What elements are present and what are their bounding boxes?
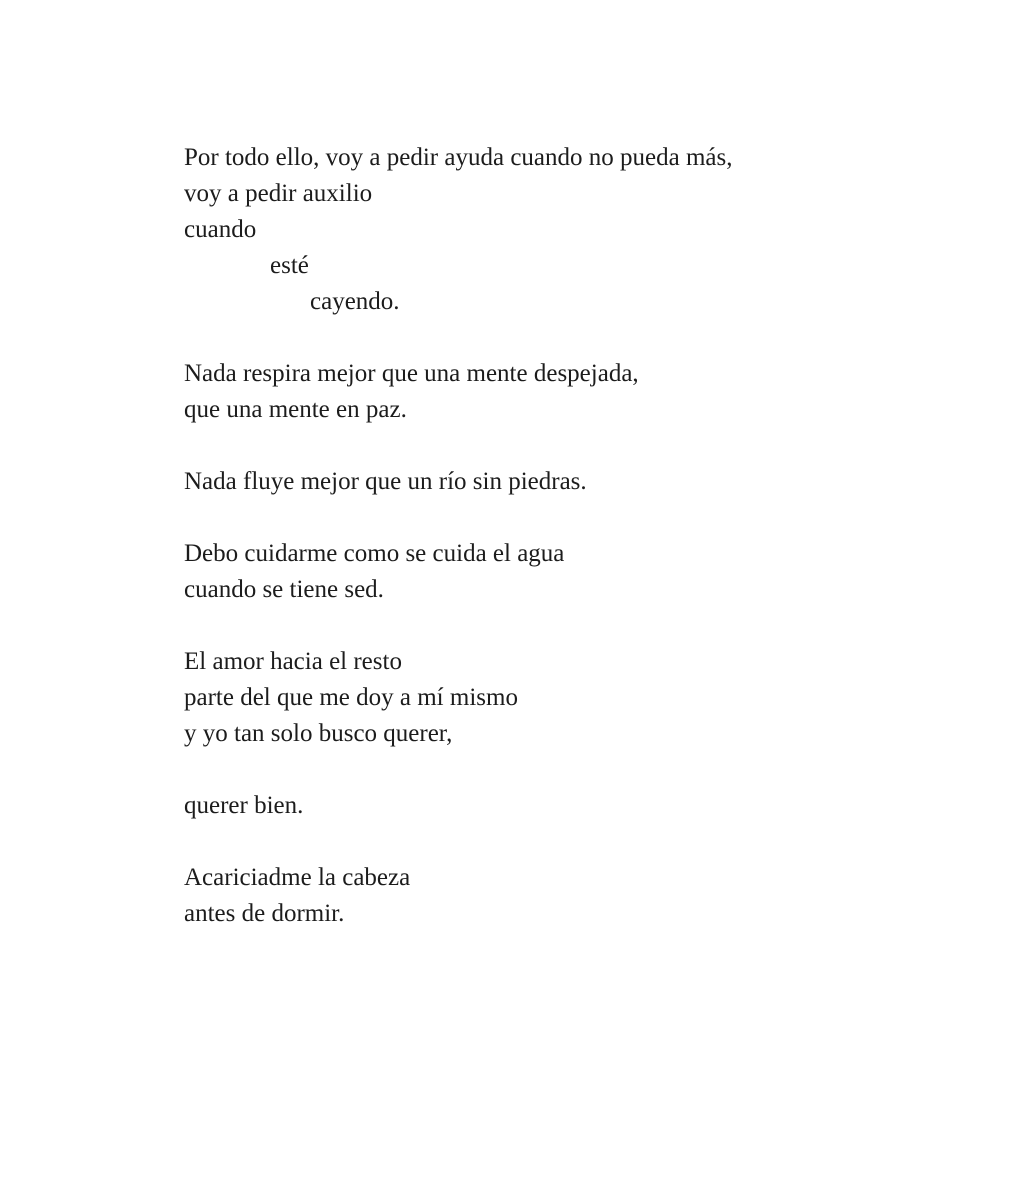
stanza-7	[184, 860, 944, 932]
stanza-1	[184, 140, 944, 320]
poem-line: Por todo ello, voy a pedir ayuda cuando no pueda más,	[184, 144, 733, 171]
stanza-5	[184, 644, 944, 752]
poem-line: Nada respira mejor que una mente despejada,	[184, 360, 639, 387]
poem-line-indented: esté	[270, 252, 309, 279]
stanza-6	[184, 788, 944, 824]
stanza-2	[184, 356, 944, 428]
poem-line-indented: cayendo.	[310, 288, 400, 315]
poem-line: Nada fluye mejor que un río sin piedras.	[184, 468, 587, 495]
poem-line: Acariciadme la cabeza	[184, 864, 411, 891]
poem-text	[184, 140, 944, 968]
stanza-3	[184, 464, 944, 500]
poem-line: voy a pedir auxilio	[184, 180, 373, 207]
stanza-4	[184, 536, 944, 608]
poem-line: cuando	[184, 216, 257, 243]
poem-line: parte del que me doy a mí mismo	[184, 684, 518, 711]
poem-line: querer bien.	[184, 792, 304, 819]
poem-line: antes de dormir.	[184, 900, 345, 927]
poem-line: cuando se tiene sed.	[184, 576, 384, 603]
poem-line: El amor hacia el resto	[184, 648, 402, 675]
poem-line: que una mente en paz.	[184, 396, 407, 423]
poem-line: y yo tan solo busco querer,	[184, 720, 453, 747]
poem-line: Debo cuidarme como se cuida el agua	[184, 540, 565, 567]
